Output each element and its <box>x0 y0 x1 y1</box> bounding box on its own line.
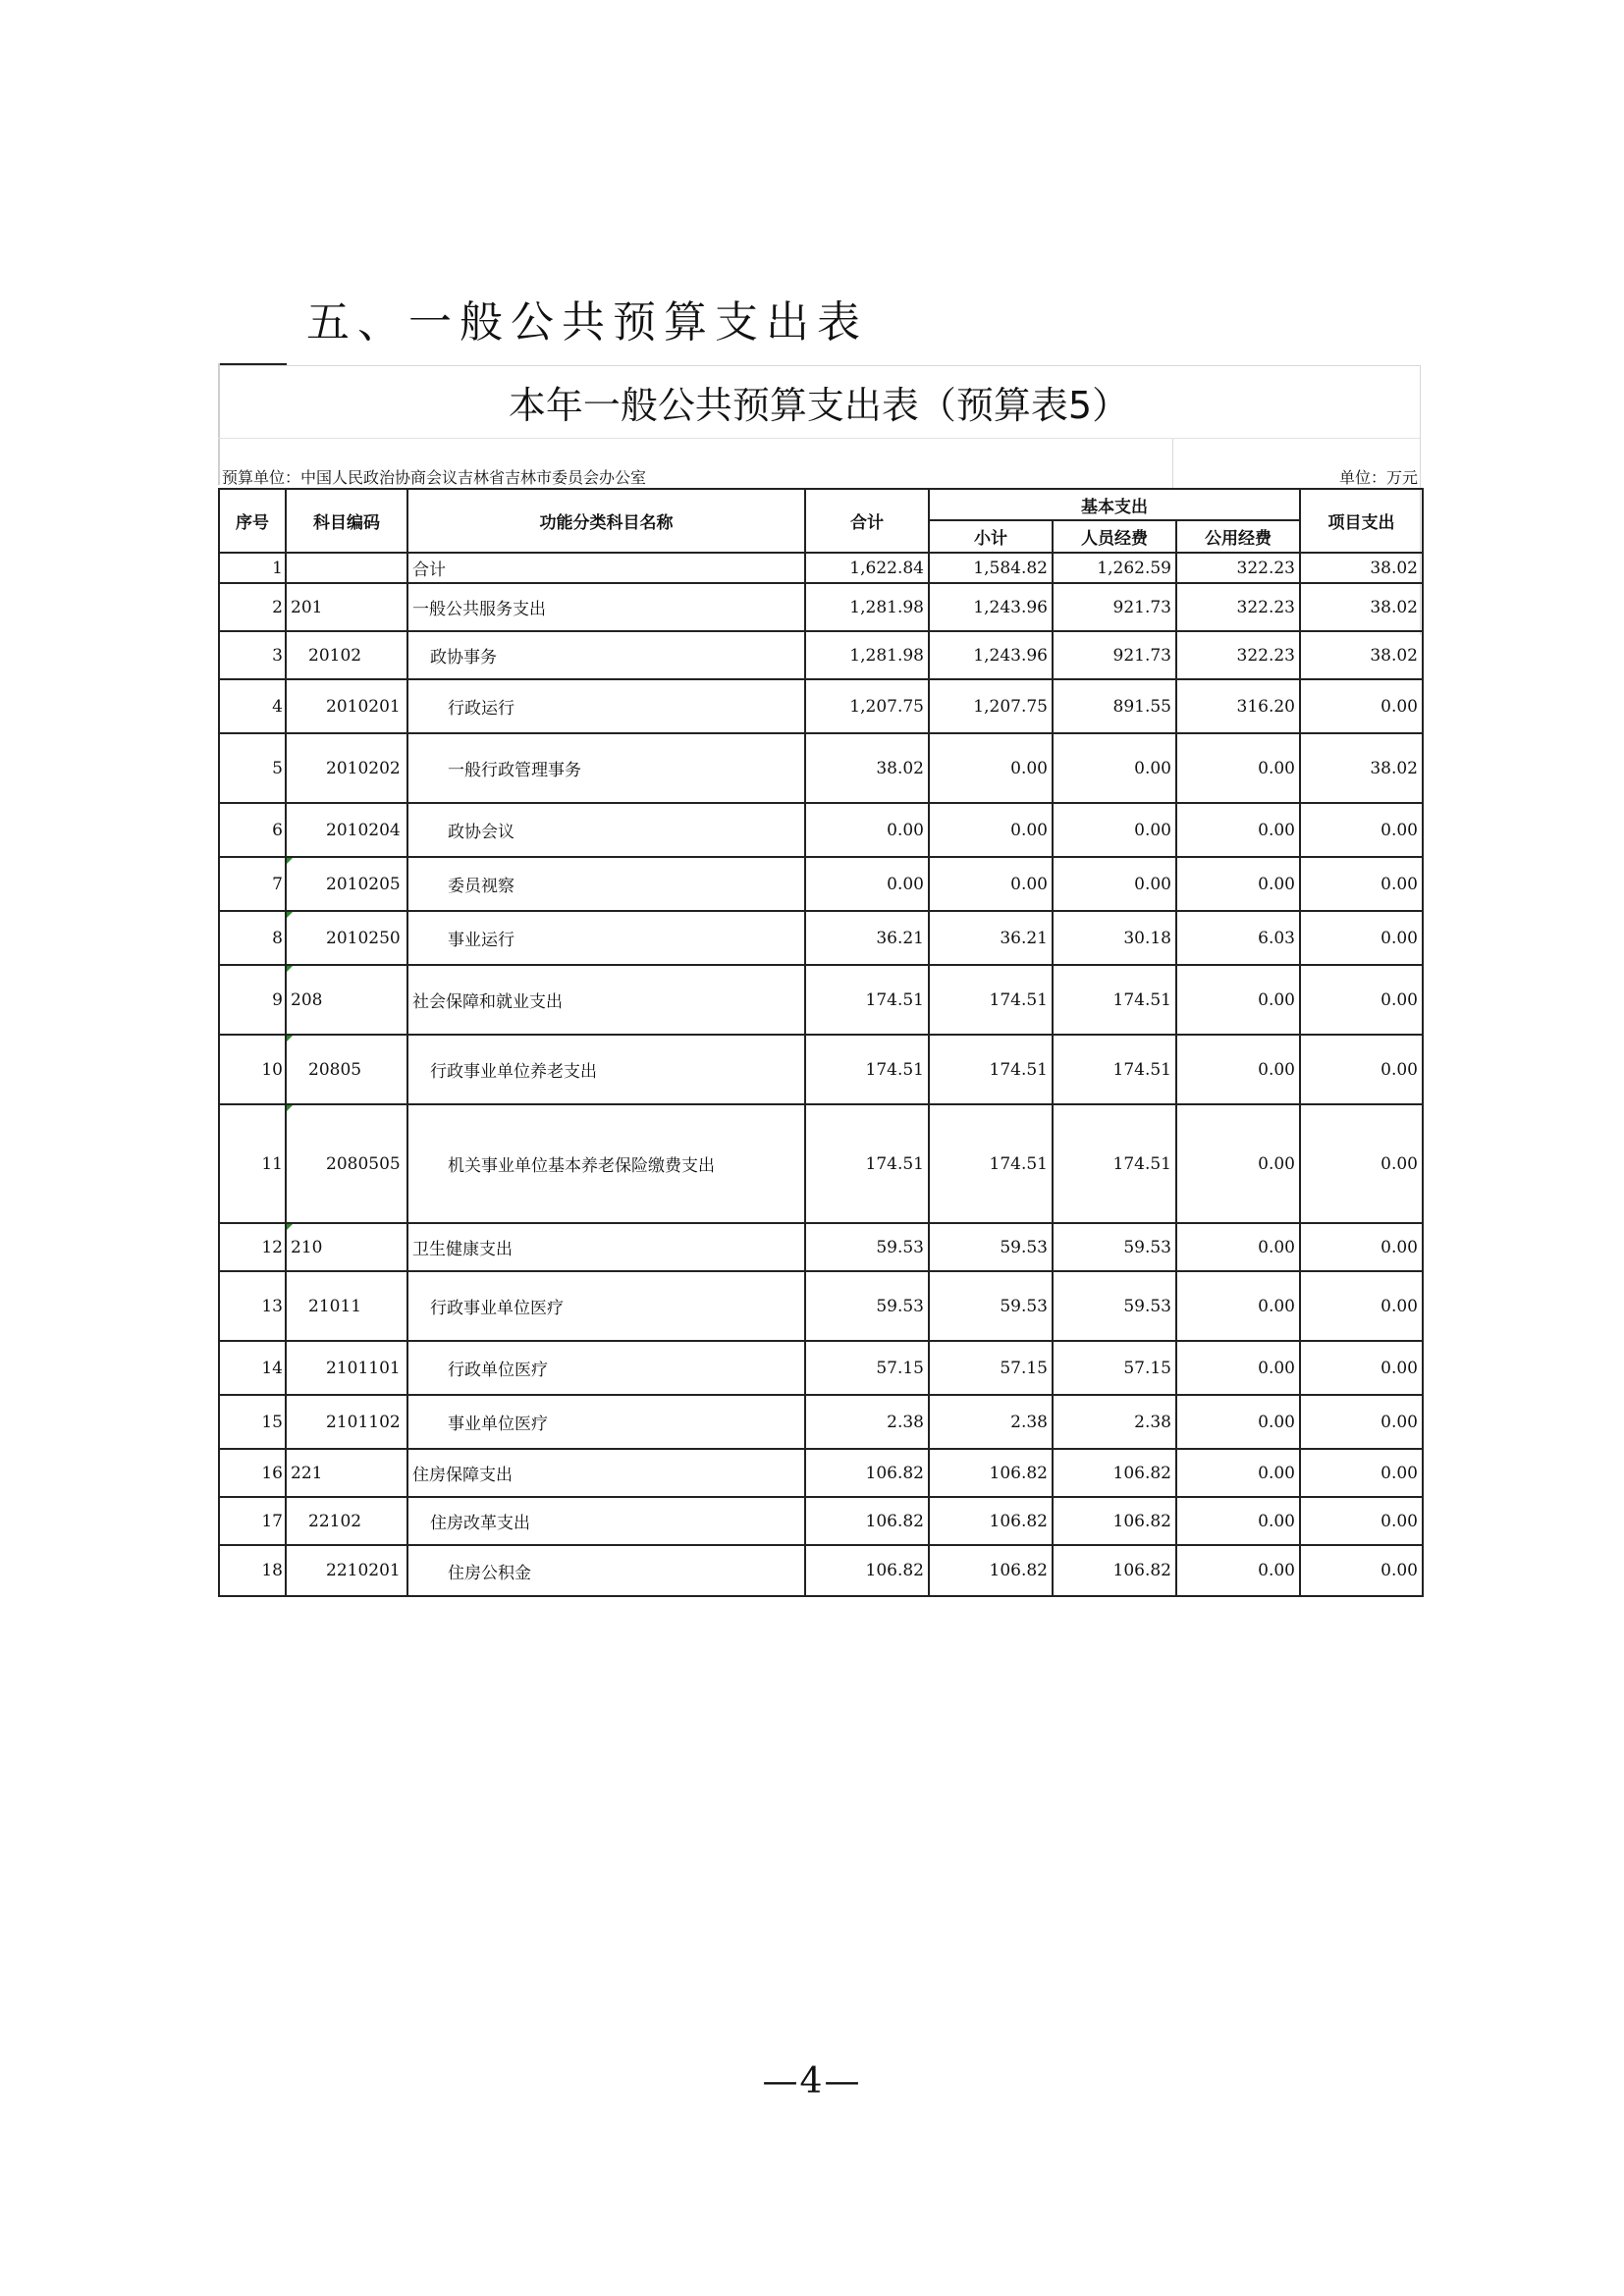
row-project: 0.00 <box>1300 1497 1423 1545</box>
row-subtotal: 57.15 <box>929 1341 1053 1395</box>
table-row <box>219 857 1423 911</box>
row-total: 0.00 <box>805 803 929 857</box>
row-public: 0.00 <box>1176 857 1300 911</box>
row-project: 0.00 <box>1300 1104 1423 1223</box>
table-title: 本年一般公共预算支出表（预算表5） <box>508 384 1130 427</box>
row-public: 6.03 <box>1176 911 1300 965</box>
table-row <box>219 1497 1423 1545</box>
row-total: 36.21 <box>805 911 929 965</box>
row-code: 210 <box>286 1223 407 1271</box>
row-total: 174.51 <box>805 965 929 1035</box>
row-total: 1,207.75 <box>805 679 929 733</box>
page-number: —4— <box>762 2061 862 2102</box>
row-public: 0.00 <box>1176 733 1300 803</box>
row-name: 一般公共服务支出 <box>407 583 805 631</box>
row-code: 2010202 <box>286 733 407 803</box>
currency-unit-label: 单位：万元 <box>1338 468 1418 487</box>
row-name: 事业运行 <box>407 911 805 965</box>
table-row <box>219 1545 1423 1596</box>
table-row <box>219 1449 1423 1497</box>
row-name: 住房公积金 <box>407 1545 805 1596</box>
row-public: 0.00 <box>1176 1035 1300 1104</box>
row-project: 0.00 <box>1300 1223 1423 1271</box>
row-name: 机关事业单位基本养老保险缴费支出 <box>407 1104 805 1223</box>
row-name: 一般行政管理事务 <box>407 733 805 803</box>
row-name: 行政事业单位养老支出 <box>407 1035 805 1104</box>
row-public: 316.20 <box>1176 679 1300 733</box>
table-row <box>219 583 1423 631</box>
header-code: 科目编码 <box>286 489 407 553</box>
row-code: 2210201 <box>286 1545 407 1596</box>
row-name: 住房改革支出 <box>407 1497 805 1545</box>
row-total: 106.82 <box>805 1497 929 1545</box>
row-seq: 4 <box>219 679 286 733</box>
row-code: 201 <box>286 583 407 631</box>
row-public: 0.00 <box>1176 1545 1300 1596</box>
row-total: 106.82 <box>805 1545 929 1596</box>
row-project: 38.02 <box>1300 733 1423 803</box>
row-subtotal: 0.00 <box>929 733 1053 803</box>
row-project: 0.00 <box>1300 803 1423 857</box>
row-code: 2010205 <box>286 857 407 911</box>
row-name: 合计 <box>407 553 805 583</box>
row-public: 0.00 <box>1176 1395 1300 1449</box>
row-seq: 7 <box>219 857 286 911</box>
frame-corner-mark <box>218 363 287 365</box>
row-project: 0.00 <box>1300 1341 1423 1395</box>
row-personnel: 59.53 <box>1053 1223 1176 1271</box>
table-body <box>219 553 1423 1596</box>
row-total: 1,281.98 <box>805 631 929 679</box>
row-code: 22102 <box>286 1497 407 1545</box>
header-project: 项目支出 <box>1300 489 1423 553</box>
row-seq: 9 <box>219 965 286 1035</box>
row-personnel: 0.00 <box>1053 803 1176 857</box>
row-subtotal: 174.51 <box>929 1035 1053 1104</box>
row-public: 0.00 <box>1176 965 1300 1035</box>
row-personnel: 174.51 <box>1053 965 1176 1035</box>
row-public: 0.00 <box>1176 1449 1300 1497</box>
row-subtotal: 1,243.96 <box>929 631 1053 679</box>
row-project: 0.00 <box>1300 965 1423 1035</box>
row-project: 38.02 <box>1300 583 1423 631</box>
row-name: 卫生健康支出 <box>407 1223 805 1271</box>
row-seq: 8 <box>219 911 286 965</box>
title-divider <box>218 438 1420 439</box>
row-project: 38.02 <box>1300 631 1423 679</box>
row-project: 0.00 <box>1300 679 1423 733</box>
row-subtotal: 1,584.82 <box>929 553 1053 583</box>
table-row <box>219 1271 1423 1341</box>
row-public: 0.00 <box>1176 1341 1300 1395</box>
row-subtotal: 1,243.96 <box>929 583 1053 631</box>
row-name: 行政事业单位医疗 <box>407 1271 805 1341</box>
row-public: 322.23 <box>1176 553 1300 583</box>
row-name: 住房保障支出 <box>407 1449 805 1497</box>
row-personnel: 921.73 <box>1053 631 1176 679</box>
row-code: 221 <box>286 1449 407 1497</box>
row-total: 174.51 <box>805 1104 929 1223</box>
row-seq: 10 <box>219 1035 286 1104</box>
row-subtotal: 174.51 <box>929 1104 1053 1223</box>
row-name: 行政单位医疗 <box>407 1341 805 1395</box>
row-public: 0.00 <box>1176 1104 1300 1223</box>
row-subtotal: 106.82 <box>929 1545 1053 1596</box>
row-subtotal: 0.00 <box>929 857 1053 911</box>
header-basic: 基本支出 <box>929 489 1300 520</box>
row-code: 2010250 <box>286 911 407 965</box>
row-public: 0.00 <box>1176 1497 1300 1545</box>
row-total: 59.53 <box>805 1223 929 1271</box>
row-total: 174.51 <box>805 1035 929 1104</box>
row-project: 0.00 <box>1300 1395 1423 1449</box>
header-public: 公用经费 <box>1176 520 1300 553</box>
row-personnel: 57.15 <box>1053 1341 1176 1395</box>
row-project: 0.00 <box>1300 857 1423 911</box>
row-personnel: 174.51 <box>1053 1035 1176 1104</box>
table-row <box>219 1104 1423 1223</box>
row-name: 事业单位医疗 <box>407 1395 805 1449</box>
header-personnel: 人员经费 <box>1053 520 1176 553</box>
table-row <box>219 803 1423 857</box>
row-public: 322.23 <box>1176 631 1300 679</box>
row-code: 20805 <box>286 1035 407 1104</box>
budget-unit-label: 预算单位：中国人民政治协商会议吉林省吉林市委员会办公室 <box>222 468 647 487</box>
row-public: 0.00 <box>1176 1223 1300 1271</box>
row-personnel: 106.82 <box>1053 1545 1176 1596</box>
budget-expenditure-table <box>218 488 1424 1597</box>
row-name: 社会保障和就业支出 <box>407 965 805 1035</box>
row-public: 0.00 <box>1176 803 1300 857</box>
row-subtotal: 106.82 <box>929 1497 1053 1545</box>
table-row <box>219 553 1423 583</box>
row-personnel: 174.51 <box>1053 1104 1176 1223</box>
header-name: 功能分类科目名称 <box>407 489 805 553</box>
row-total: 106.82 <box>805 1449 929 1497</box>
row-personnel: 1,262.59 <box>1053 553 1176 583</box>
row-code: 2080505 <box>286 1104 407 1223</box>
row-subtotal: 0.00 <box>929 803 1053 857</box>
row-project: 0.00 <box>1300 1035 1423 1104</box>
row-project: 0.00 <box>1300 1545 1423 1596</box>
table-row <box>219 679 1423 733</box>
table-row <box>219 631 1423 679</box>
row-personnel: 106.82 <box>1053 1497 1176 1545</box>
row-seq: 12 <box>219 1223 286 1271</box>
row-total: 2.38 <box>805 1395 929 1449</box>
row-public: 322.23 <box>1176 583 1300 631</box>
row-seq: 5 <box>219 733 286 803</box>
row-subtotal: 36.21 <box>929 911 1053 965</box>
table-row <box>219 733 1423 803</box>
row-seq: 17 <box>219 1497 286 1545</box>
header-subtotal: 小计 <box>929 520 1053 553</box>
row-code: 208 <box>286 965 407 1035</box>
row-personnel: 59.53 <box>1053 1271 1176 1341</box>
row-seq: 2 <box>219 583 286 631</box>
row-seq: 18 <box>219 1545 286 1596</box>
row-seq: 13 <box>219 1271 286 1341</box>
row-seq: 3 <box>219 631 286 679</box>
row-name: 行政运行 <box>407 679 805 733</box>
row-code <box>286 553 407 583</box>
row-public: 0.00 <box>1176 1271 1300 1341</box>
row-total: 38.02 <box>805 733 929 803</box>
table-row <box>219 911 1423 965</box>
row-project: 38.02 <box>1300 553 1423 583</box>
row-seq: 1 <box>219 553 286 583</box>
row-name: 政协事务 <box>407 631 805 679</box>
row-seq: 11 <box>219 1104 286 1223</box>
table-row <box>219 1395 1423 1449</box>
row-total: 1,622.84 <box>805 553 929 583</box>
row-personnel: 2.38 <box>1053 1395 1176 1449</box>
table-row <box>219 965 1423 1035</box>
row-personnel: 921.73 <box>1053 583 1176 631</box>
row-personnel: 30.18 <box>1053 911 1176 965</box>
row-project: 0.00 <box>1300 911 1423 965</box>
row-personnel: 891.55 <box>1053 679 1176 733</box>
row-code: 2101102 <box>286 1395 407 1449</box>
meta-divider <box>1172 439 1173 488</box>
row-code: 21011 <box>286 1271 407 1341</box>
row-project: 0.00 <box>1300 1449 1423 1497</box>
row-code: 2101101 <box>286 1341 407 1395</box>
row-subtotal: 59.53 <box>929 1223 1053 1271</box>
row-subtotal: 59.53 <box>929 1271 1053 1341</box>
row-code: 2010204 <box>286 803 407 857</box>
row-name: 委员视察 <box>407 857 805 911</box>
row-seq: 16 <box>219 1449 286 1497</box>
table-row <box>219 1223 1423 1271</box>
row-code: 20102 <box>286 631 407 679</box>
row-total: 57.15 <box>805 1341 929 1395</box>
row-total: 59.53 <box>805 1271 929 1341</box>
section-heading: 五、一般公共预算支出表 <box>306 297 868 347</box>
row-name: 政协会议 <box>407 803 805 857</box>
row-subtotal: 106.82 <box>929 1449 1053 1497</box>
row-subtotal: 1,207.75 <box>929 679 1053 733</box>
row-seq: 15 <box>219 1395 286 1449</box>
row-code: 2010201 <box>286 679 407 733</box>
header-total: 合计 <box>805 489 929 553</box>
row-personnel: 0.00 <box>1053 857 1176 911</box>
row-subtotal: 2.38 <box>929 1395 1053 1449</box>
table-row <box>219 1341 1423 1395</box>
row-subtotal: 174.51 <box>929 965 1053 1035</box>
row-total: 0.00 <box>805 857 929 911</box>
row-personnel: 106.82 <box>1053 1449 1176 1497</box>
row-seq: 14 <box>219 1341 286 1395</box>
row-seq: 6 <box>219 803 286 857</box>
row-project: 0.00 <box>1300 1271 1423 1341</box>
row-personnel: 0.00 <box>1053 733 1176 803</box>
table-row <box>219 1035 1423 1104</box>
header-seq: 序号 <box>219 489 286 553</box>
row-total: 1,281.98 <box>805 583 929 631</box>
